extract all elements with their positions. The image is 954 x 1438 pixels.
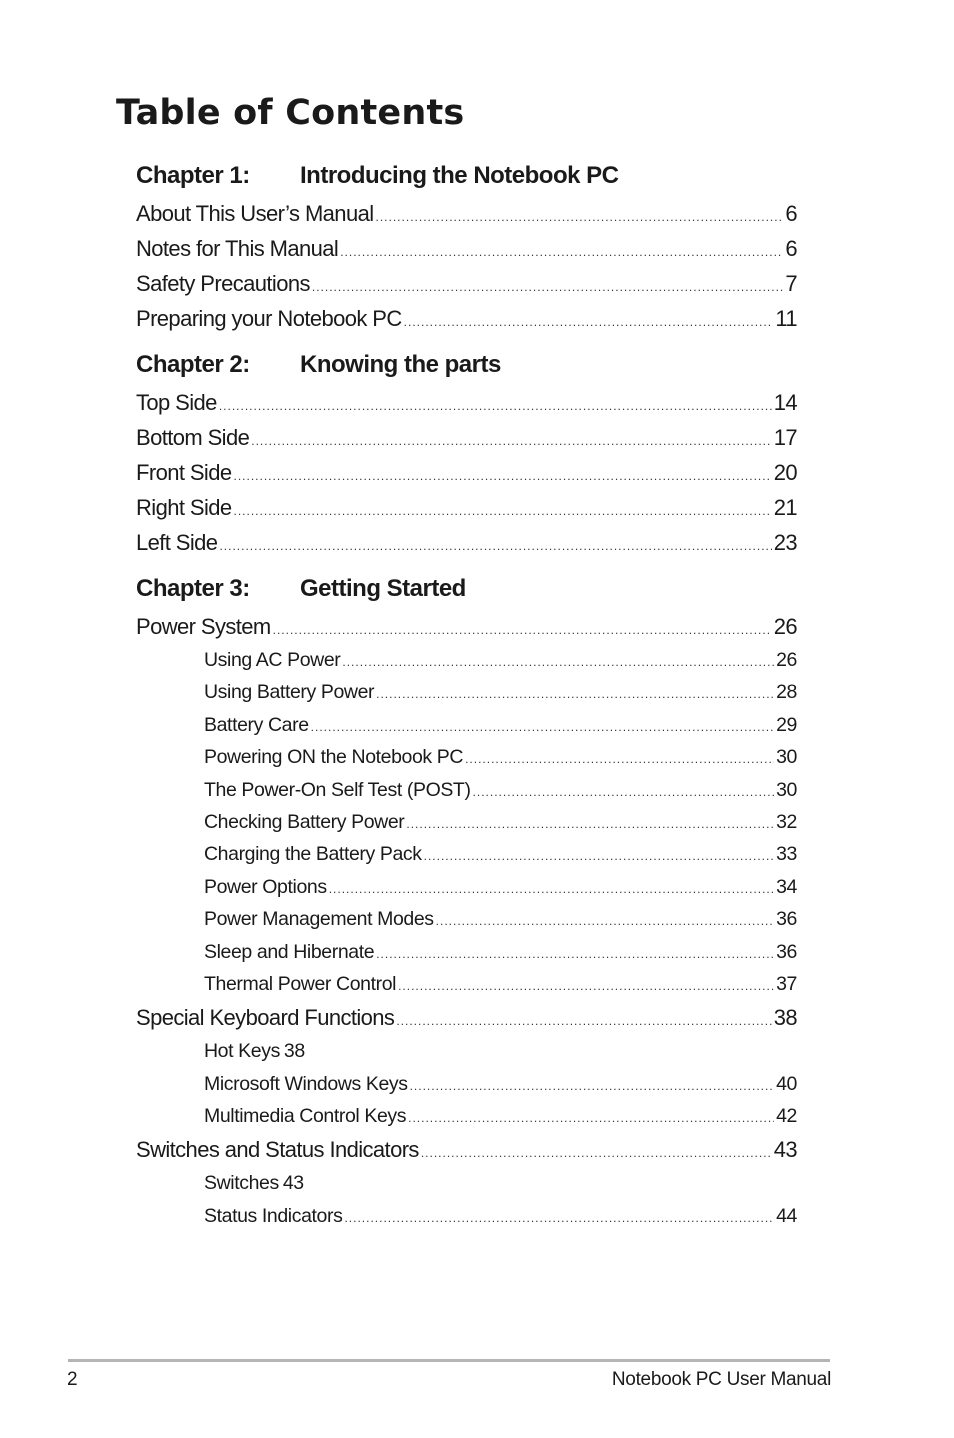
toc-entry-label: Top Side [136,390,217,415]
toc-entry[interactable] [136,385,797,420]
toc-entry[interactable] [136,266,797,301]
toc-leader-dots [329,873,774,905]
toc-page-number: 37 [776,972,797,995]
chapter-heading[interactable] [136,156,797,196]
toc-leader-dots [376,678,774,710]
toc-subentry[interactable] [204,1200,797,1232]
toc-entry[interactable] [136,231,797,266]
toc-leader-dots [408,1102,774,1134]
toc-subentry[interactable] [204,968,797,1000]
toc-leader-dots [273,613,772,648]
toc-page-number: 40 [776,1072,797,1095]
toc-entry-label: Status Indicators [204,1204,343,1227]
toc-subentry[interactable] [204,709,797,741]
toc-leader-dots [344,1202,774,1234]
toc-entry[interactable] [136,455,797,490]
toc-page-number: 38 [283,1040,305,1063]
toc-entry-label: Special Keyboard Functions [136,1005,395,1031]
page-title: Table of Contents [116,93,465,133]
toc-entry-label: Front Side [136,460,232,485]
toc-page-number: 6 [785,201,797,226]
toc-leader-dots [376,200,784,235]
toc-page-number: 29 [776,713,797,736]
chapter-title: Introducing the Notebook PC [300,162,619,189]
toc-leader-dots [234,494,772,529]
toc-entry-label: About This User’s Manual [136,201,374,226]
toc-entry[interactable] [136,609,797,644]
toc-page-number: 6 [785,236,797,261]
toc-subentry[interactable] [204,1167,797,1199]
toc-subentry[interactable] [204,1068,797,1100]
toc-entry-label: Notes for This Manual [136,236,339,261]
toc-leader-dots [251,424,771,459]
toc-page-number: 17 [773,425,797,450]
toc-leader-dots [424,840,774,872]
toc-subentry[interactable] [204,838,797,870]
footer-document-title: Notebook PC User Manual [611,1369,831,1390]
footer-page-number: 2 [67,1369,78,1390]
toc-subentry[interactable] [204,1100,797,1132]
toc-subentry[interactable] [204,774,797,806]
toc-entry-label: Power System [136,614,271,639]
toc-entry-label: Multimedia Control Keys [204,1105,407,1128]
toc-page-number: 26 [773,614,797,639]
toc-entry-label: Preparing your Notebook PC [136,306,402,331]
toc-leader-dots [406,808,774,840]
toc-leader-dots [421,1136,772,1171]
toc-leader-dots [312,270,784,305]
toc-entry-label: Charging the Battery Pack [204,843,422,866]
toc-entry-label: Using Battery Power [204,681,375,704]
toc-entry-label: Safety Precautions [136,271,310,296]
toc-entry-label: Switches and Status Indicators [136,1137,419,1163]
toc-entry-label: The Power-On Self Test (POST) [204,778,471,801]
toc-page-number: 33 [776,843,797,866]
toc-leader-dots [398,970,774,1002]
toc-entry-label: Powering ON the Notebook PC [204,746,464,769]
toc-leader-dots [396,1004,771,1039]
toc-entry-label: Battery Care [204,713,309,736]
toc-leader-dots [404,305,774,340]
toc-entry-label: Switches [204,1172,279,1195]
toc-entry-label: Thermal Power Control [204,972,397,995]
toc-page-number: 28 [776,681,797,704]
toc-subentry[interactable] [204,806,797,838]
toc-leader-dots [219,389,772,424]
footer-divider [68,1359,830,1362]
toc-page-number: 43 [773,1137,797,1163]
toc-leader-dots [465,743,774,775]
toc-page-number: 38 [773,1005,797,1031]
toc-subentry[interactable] [204,936,797,968]
toc-page-number: 30 [776,746,797,769]
toc-leader-dots [342,646,774,678]
chapter-number: Chapter 3: [136,575,250,602]
toc-page-number: 34 [776,875,797,898]
toc-leader-dots [340,235,783,270]
toc-page-number: 7 [785,271,797,296]
chapter-number: Chapter 2: [136,351,250,378]
toc-subentry[interactable] [204,903,797,935]
toc-entry[interactable] [136,301,797,336]
toc-entry-label: Power Management Modes [204,908,434,931]
toc-page-number: 42 [776,1105,797,1128]
chapter-heading[interactable] [136,569,797,609]
toc-leader-dots [234,459,772,494]
toc-page-number: 11 [775,306,797,331]
toc-entry[interactable] [136,490,797,525]
toc-entry-label: Left Side [136,530,218,555]
toc-entry-label: Checking Battery Power [204,810,405,833]
toc-page-number: 30 [776,778,797,801]
toc-entry-label: Right Side [136,495,232,520]
toc-leader-dots [436,905,774,937]
toc-subentry[interactable] [204,871,797,903]
table-of-contents [136,156,797,1232]
toc-page-number: 21 [773,495,797,520]
toc-entry-label: Bottom Side [136,425,250,450]
toc-subentry[interactable] [204,676,797,708]
toc-page-number: 32 [776,810,797,833]
toc-page-number: 23 [773,530,797,555]
chapter-heading[interactable] [136,345,797,385]
toc-entry-label: Hot Keys [204,1040,280,1063]
toc-entry[interactable] [136,525,797,560]
toc-page-number: 14 [773,390,797,415]
toc-leader-dots [311,711,774,743]
toc-entry[interactable] [136,1132,797,1167]
toc-entry[interactable] [136,420,797,455]
toc-page-number: 36 [776,908,797,931]
toc-page-number: 44 [776,1204,797,1227]
toc-page-number: 26 [776,649,797,671]
toc-leader-dots [219,529,771,564]
toc-page-number: 36 [776,940,797,963]
chapter-title: Knowing the parts [300,351,501,378]
toc-entry-label: Using AC Power [204,649,341,671]
chapter-title: Getting Started [300,575,466,602]
toc-entry-label: Power Options [204,875,327,898]
toc-subentry[interactable] [204,644,797,676]
toc-entry[interactable] [136,1000,797,1035]
toc-subentry[interactable] [204,1035,797,1067]
toc-leader-dots [473,776,775,808]
toc-subentry[interactable] [204,741,797,773]
toc-entry[interactable] [136,196,797,231]
toc-leader-dots [376,938,774,970]
toc-page-number: 20 [773,460,797,485]
toc-page-number: 43 [282,1172,304,1195]
toc-leader-dots [410,1070,775,1102]
toc-entry-label: Microsoft Windows Keys [204,1072,408,1095]
toc-entry-label: Sleep and Hibernate [204,940,375,963]
chapter-number: Chapter 1: [136,162,250,189]
